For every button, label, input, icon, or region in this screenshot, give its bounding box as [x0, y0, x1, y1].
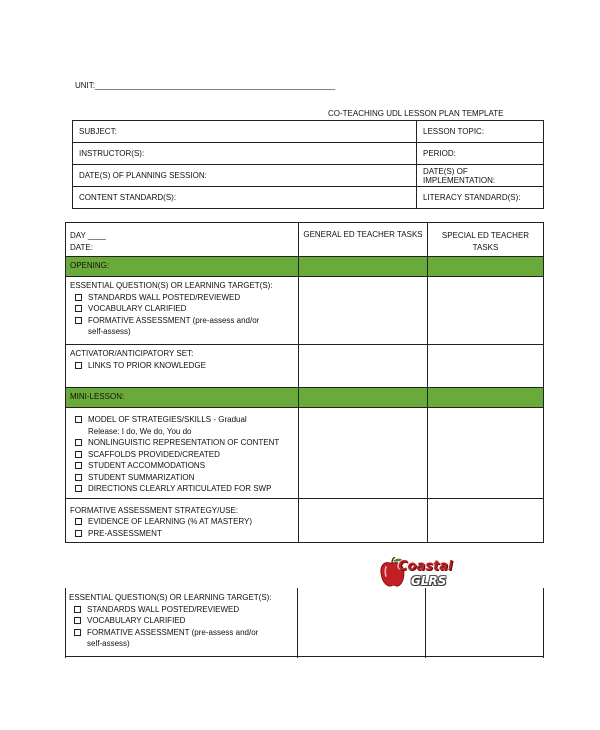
checkbox-item-continuation: self-assess)	[87, 639, 130, 648]
general-ed-header-label: GENERAL ED TEACHER TASKS	[303, 230, 423, 239]
formative-assessment-heading: FORMATIVE ASSESSMENT STRATEGY/USE:	[70, 505, 239, 515]
checkbox-item[interactable]: MODEL OF STRATEGIES/SKILLS - Gradual	[70, 414, 294, 426]
opening-general-cell	[299, 257, 428, 277]
lesson-plan-table	[65, 222, 544, 543]
date-label: DATE:	[70, 242, 93, 252]
special-ed-cell[interactable]	[428, 498, 544, 543]
header-row	[73, 187, 544, 209]
checkbox-item[interactable]: STUDENT ACCOMMODATIONS	[70, 460, 294, 472]
special-ed-cell[interactable]	[428, 277, 544, 345]
checkbox-item-continuation: self-assess)	[88, 327, 131, 336]
checkbox-item[interactable]: FORMATIVE ASSESSMENT (pre-assess and/or	[69, 627, 272, 639]
checkbox-item[interactable]: VOCABULARY CLARIFIED	[70, 303, 294, 315]
general-ed-header	[299, 223, 428, 257]
page2-row-divider	[65, 656, 544, 657]
mini-lesson-special-cell	[428, 388, 544, 408]
mini-lesson-general-cell	[299, 388, 428, 408]
page2-border-col2	[425, 588, 426, 658]
activator-heading: ACTIVATOR/ANTICIPATORY SET:	[70, 349, 194, 358]
mini-lesson-cell	[66, 408, 299, 499]
formative-assessment-row	[66, 498, 544, 543]
literacy-standard-field[interactable]: LITERACY STANDARD(S):	[417, 187, 544, 209]
special-ed-cell[interactable]	[428, 345, 544, 388]
special-ed-header	[428, 223, 544, 257]
implementation-dates-field[interactable]: DATE(S) OF IMPLEMENTATION:	[417, 165, 544, 187]
special-ed-header-line1: SPECIAL ED TEACHER	[441, 231, 530, 240]
instructors-field[interactable]: INSTRUCTOR(S):	[73, 143, 417, 165]
checkbox-item[interactable]: FORMATIVE ASSESSMENT (pre-assess and/or	[70, 315, 294, 327]
header-row	[73, 121, 544, 143]
unit-line: UNIT:______________________________________________________	[75, 81, 336, 90]
essential-question-row	[66, 277, 544, 345]
planning-dates-field[interactable]: DATE(S) OF PLANNING SESSION:	[73, 165, 417, 187]
activator-cell	[66, 345, 299, 388]
mini-lesson-section-row	[66, 388, 544, 408]
special-ed-header-line2: TASKS	[472, 242, 499, 252]
general-ed-cell[interactable]	[299, 498, 428, 543]
header-row	[73, 143, 544, 165]
general-ed-cell[interactable]	[299, 345, 428, 388]
checkbox-item[interactable]: STANDARDS WALL POSTED/REVIEWED	[70, 292, 294, 304]
content-standard-field[interactable]: CONTENT STANDARD(S):	[73, 187, 417, 209]
special-ed-cell[interactable]	[428, 408, 544, 499]
checkbox-item[interactable]: STUDENT SUMMARIZATION	[70, 472, 294, 484]
checkbox-item-continuation: Release: I do, We do, You do	[88, 426, 192, 436]
day-label: DAY ____	[70, 231, 106, 240]
mini-lesson-row	[66, 408, 544, 499]
page2-border-col1	[297, 588, 298, 658]
document-title: CO-TEACHING UDL LESSON PLAN TEMPLATE	[328, 109, 504, 118]
essential-question-heading: ESSENTIAL QUESTION(S) OR LEARNING TARGET(S):	[70, 281, 273, 290]
general-ed-cell[interactable]	[299, 277, 428, 345]
general-ed-cell[interactable]	[299, 408, 428, 499]
opening-label: OPENING:	[66, 257, 299, 277]
header-row	[73, 165, 544, 187]
period-field[interactable]: PERIOD:	[417, 143, 544, 165]
logo-text-glrs: GLRS	[411, 574, 447, 588]
page2-border-left	[65, 588, 66, 658]
page2-border-right	[543, 588, 544, 658]
activator-row	[66, 345, 544, 388]
logo-text-coastal: Coastal	[398, 559, 453, 574]
formative-assessment-cell	[66, 498, 299, 543]
subject-field[interactable]: SUBJECT:	[73, 121, 417, 143]
checkbox-item[interactable]: VOCABULARY CLARIFIED	[69, 615, 272, 627]
lesson-topic-field[interactable]: LESSON TOPIC:	[417, 121, 544, 143]
opening-section-row	[66, 257, 544, 277]
day-date-cell[interactable]	[66, 223, 299, 257]
page2-essential-question-cell	[69, 592, 272, 650]
checkbox-item[interactable]: LINKS TO PRIOR KNOWLEDGE	[70, 360, 294, 372]
checkbox-item[interactable]: SCAFFOLDS PROVIDED/CREATED	[70, 449, 294, 461]
essential-question-heading: ESSENTIAL QUESTION(S) OR LEARNING TARGET(S):	[69, 593, 272, 602]
essential-question-cell	[66, 277, 299, 345]
checkbox-item[interactable]: STANDARDS WALL POSTED/REVIEWED	[69, 604, 272, 616]
table-header-row	[66, 223, 544, 257]
header-info-table	[72, 120, 544, 209]
checkbox-item[interactable]: PRE-ASSESSMENT	[70, 528, 294, 540]
checkbox-item[interactable]: EVIDENCE OF LEARNING (% AT MASTERY)	[70, 516, 294, 528]
opening-special-cell	[428, 257, 544, 277]
mini-lesson-label: MINI-LESSON:	[66, 388, 299, 408]
checkbox-item[interactable]: DIRECTIONS CLEARLY ARTICULATED FOR SWP	[70, 483, 294, 495]
checkbox-item[interactable]: NONLINGUISTIC REPRESENTATION OF CONTENT	[70, 437, 294, 449]
